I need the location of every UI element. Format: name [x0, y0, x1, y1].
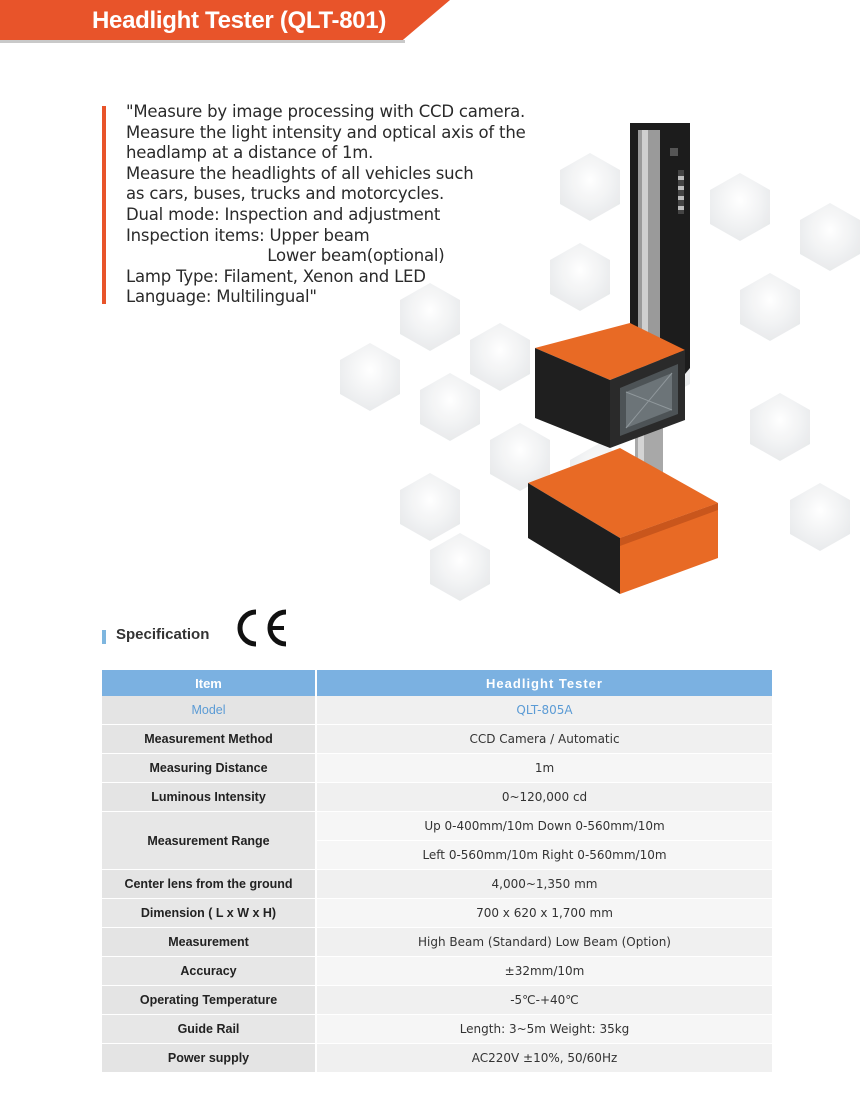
specification-title: Specification: [116, 626, 210, 643]
row-value: Left 0-560mm/10m Right 0-560mm/10m: [316, 841, 772, 870]
title-banner-shadow: [0, 40, 405, 43]
table-row: [102, 783, 772, 812]
table-row: [102, 899, 772, 928]
row-label: Dimension ( L x W x H): [102, 899, 316, 928]
table-row: [102, 696, 772, 725]
specification-accent-mark: [102, 630, 106, 644]
row-value: Up 0-400mm/10m Down 0-560mm/10m: [316, 812, 772, 841]
table-row: [102, 725, 772, 754]
table-header-row: [102, 670, 772, 696]
row-value: ±32mm/10m: [316, 957, 772, 986]
headlight-tester-image: [520, 118, 730, 596]
row-value: 700 x 620 x 1,700 mm: [316, 899, 772, 928]
row-label: Center lens from the ground: [102, 870, 316, 899]
description-text: "Measure by image processing with CCD camera. Measure the light intensity and optical axis of the headlamp at a distance of 1m. Measure the headlights of all vehicles such as cars, buses, trucks and motorcycles. Dual mode: Inspection and adjustment Inspection items: Upper beam Lower beam(optional) Lamp Type: Filament, Xenon and LED Language: Multilingual": [126, 102, 526, 307]
row-value: QLT-805A: [316, 696, 772, 725]
table-row: [102, 754, 772, 783]
row-label: Measurement Range: [102, 812, 316, 870]
row-value: Length: 3~5m Weight: 35kg: [316, 1015, 772, 1044]
row-value: CCD Camera / Automatic: [316, 725, 772, 754]
header-item: Item: [102, 670, 316, 696]
row-value: 0~120,000 cd: [316, 783, 772, 812]
row-value: AC220V ±10%, 50/60Hz: [316, 1044, 772, 1073]
row-value: 4,000~1,350 mm: [316, 870, 772, 899]
table-row: [102, 812, 772, 841]
row-label: Measuring Distance: [102, 754, 316, 783]
header-product: Headlight Tester: [316, 670, 772, 696]
table-row: [102, 928, 772, 957]
table-row: [102, 1044, 772, 1073]
row-value: -5℃-+40℃: [316, 986, 772, 1015]
row-value: High Beam (Standard) Low Beam (Option): [316, 928, 772, 957]
row-label: Measurement Method: [102, 725, 316, 754]
row-label: Operating Temperature: [102, 986, 316, 1015]
row-label: Model: [102, 696, 316, 725]
row-label: Guide Rail: [102, 1015, 316, 1044]
row-label: Accuracy: [102, 957, 316, 986]
product-description: [102, 102, 532, 307]
page-title: Headlight Tester (QLT-801): [92, 7, 387, 34]
table-row: [102, 1015, 772, 1044]
description-accent-bar: [102, 106, 106, 304]
table-row: [102, 957, 772, 986]
table-row: [102, 870, 772, 899]
ce-mark-logo: [234, 608, 290, 648]
row-value: 1m: [316, 754, 772, 783]
table-row: [102, 986, 772, 1015]
row-label: Power supply: [102, 1044, 316, 1073]
row-label: Measurement: [102, 928, 316, 957]
specification-table: [102, 670, 772, 1073]
row-label: Luminous Intensity: [102, 783, 316, 812]
